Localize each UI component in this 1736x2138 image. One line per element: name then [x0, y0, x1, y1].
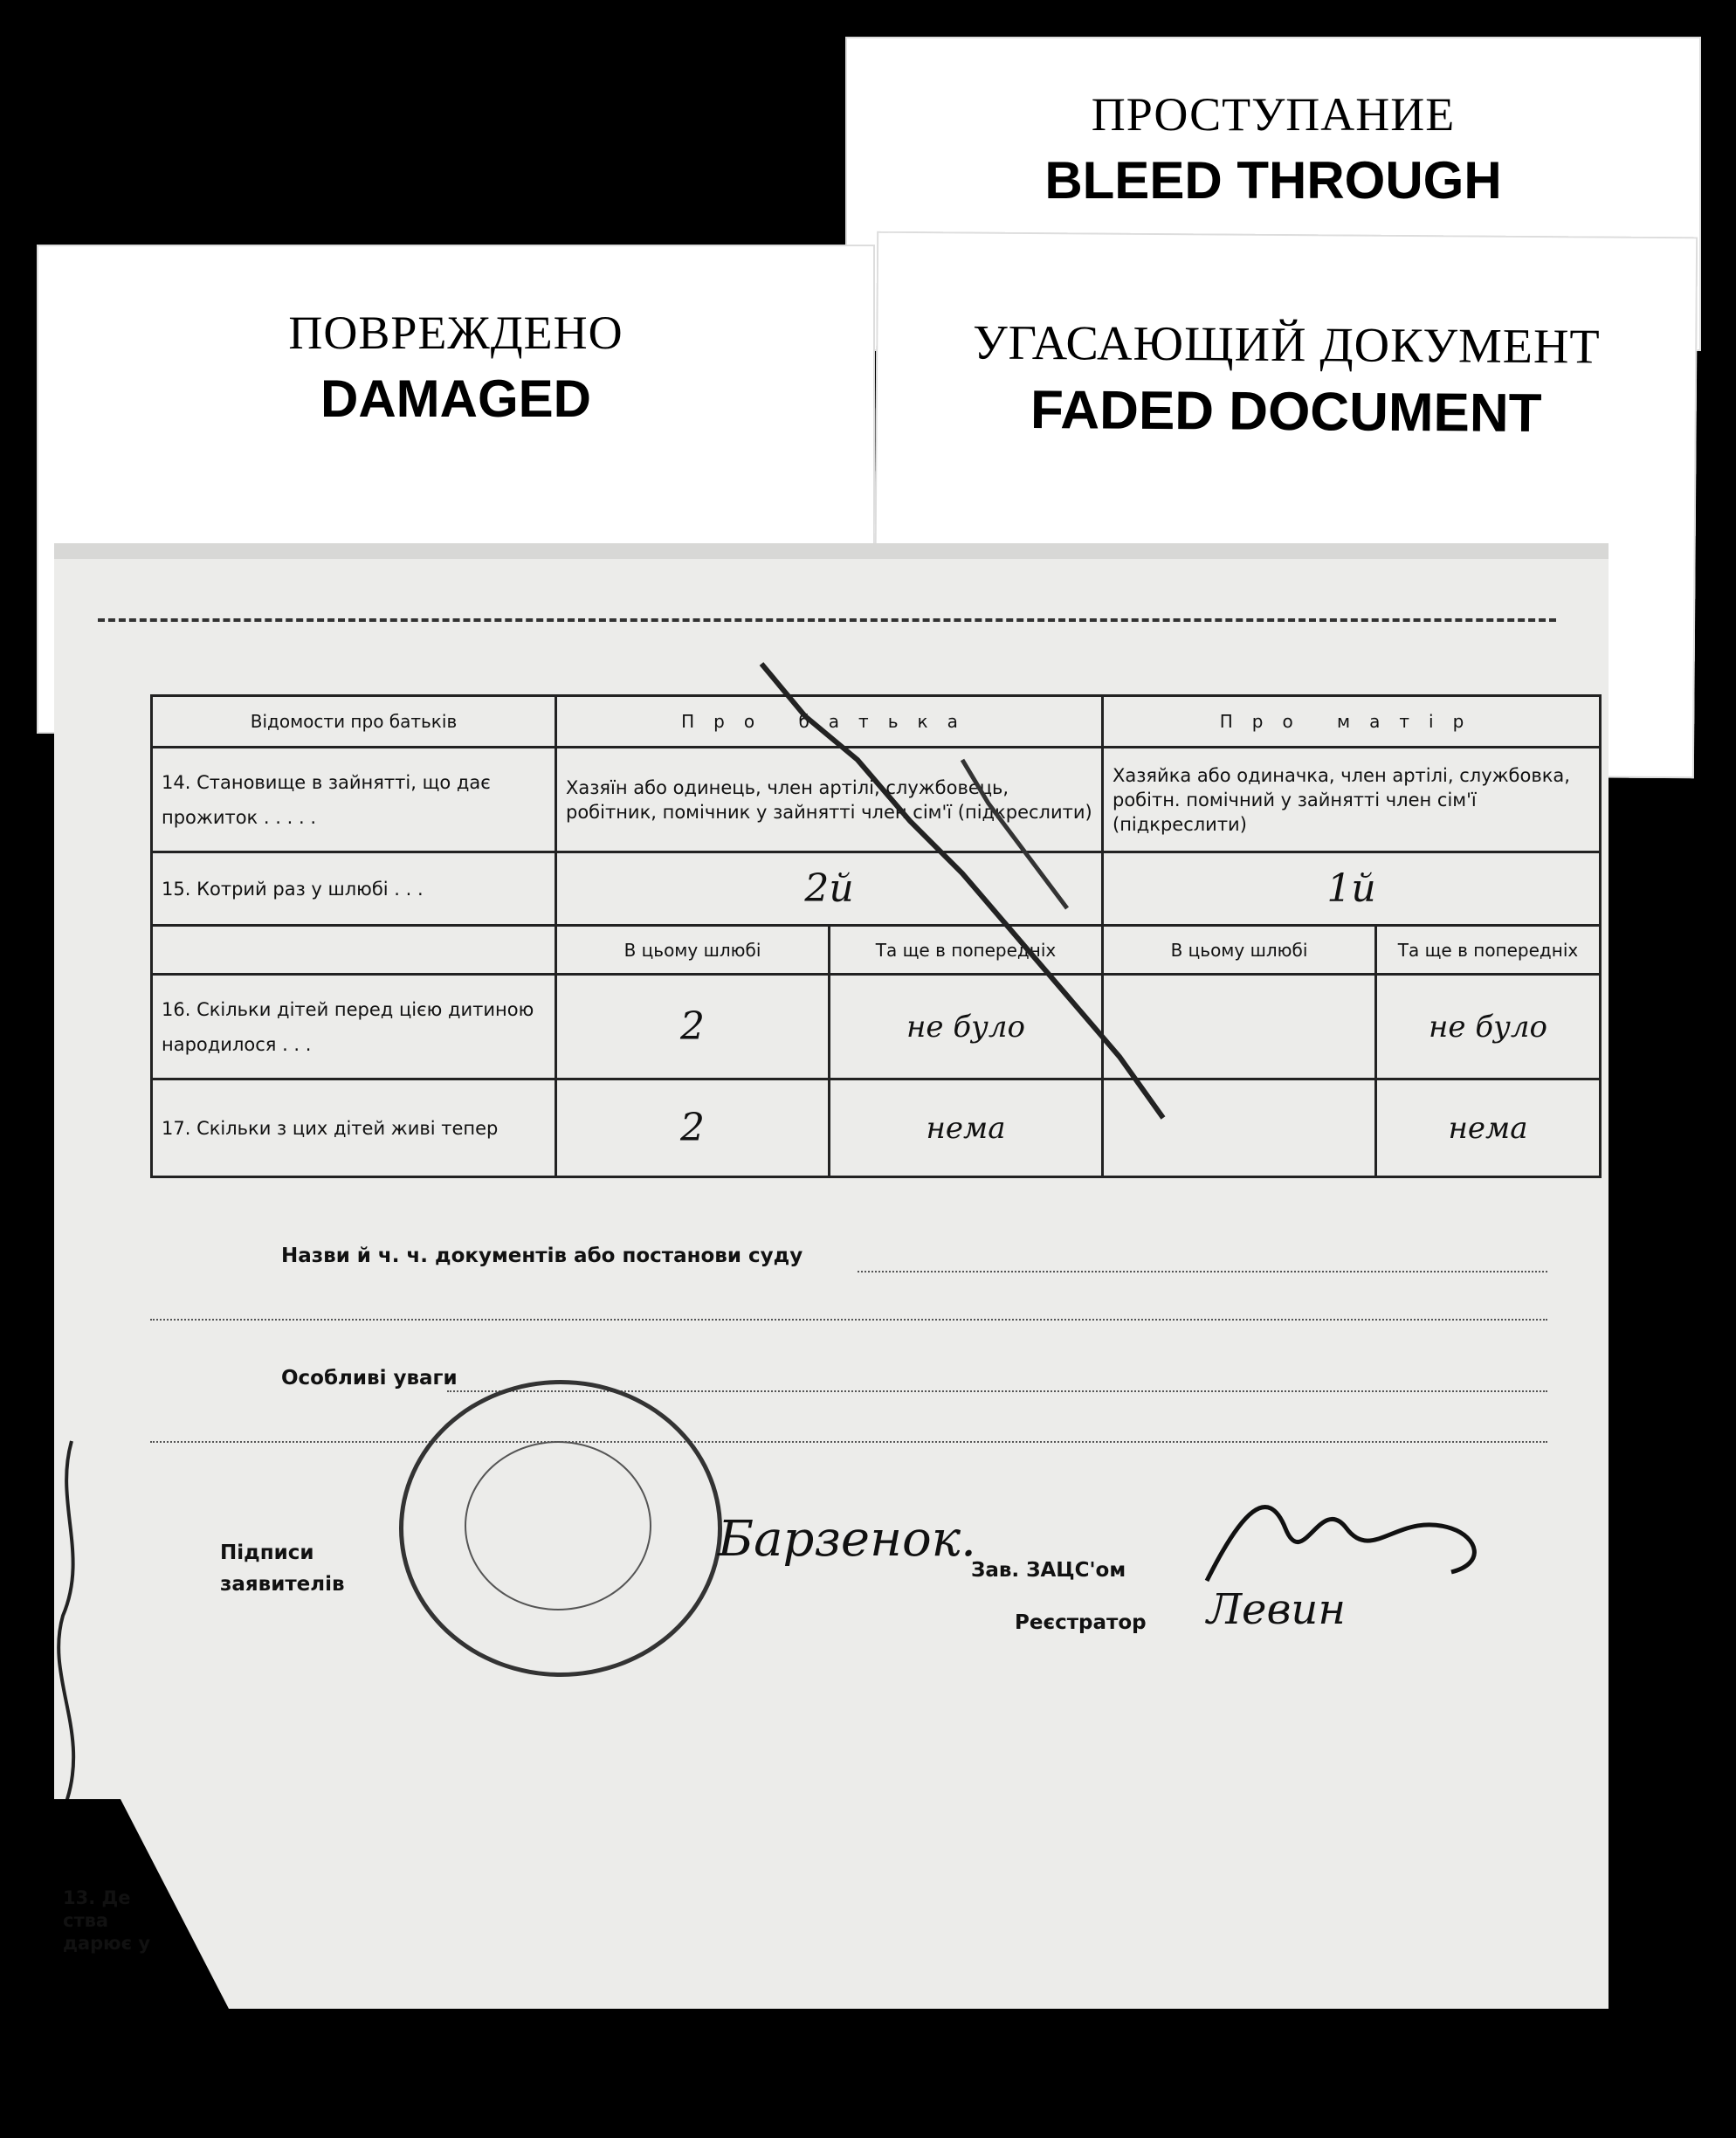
- documents-line: [858, 1271, 1547, 1272]
- notes-row: [150, 1367, 1556, 1390]
- signatures-label-2: заявителів: [220, 1573, 345, 1596]
- row16-father-this: 2: [556, 975, 830, 1079]
- documents-line-2: [150, 1319, 1547, 1321]
- row14-label: 14. Становище в зайнятті, що дає прожиток . . . . .: [152, 748, 556, 852]
- row17-mother-prev: нема: [1376, 1079, 1601, 1177]
- official-stamp: [399, 1380, 722, 1677]
- row16-mother-prev: не було: [1376, 975, 1601, 1079]
- bleed-through-ink: [753, 646, 1364, 1170]
- document-sheet: [54, 559, 1609, 2009]
- bottom-partial-3: дарює у: [63, 1933, 151, 1954]
- bottom-partial-2: ства: [63, 1910, 109, 1931]
- row14-father: Хазяїн або одинець, член артілі, службовець, робітник, помічник у зайнятті член сім'ї (підкреслити): [556, 748, 1103, 852]
- faded-document-en: FADED DOCUMENT: [1030, 379, 1542, 445]
- row15-label: 15. Котрий раз у шлюбі . . .: [152, 852, 556, 926]
- father-previous-head: Та ще в попередніх: [830, 926, 1103, 975]
- row14-mother: Хазяйка або одиначка, член артілі, службовка, робітн. помічний у зайнятті член сім'ї (підкреслити): [1103, 748, 1601, 852]
- row16-label: 16. Скільки дітей перед цією дитиною народилося . . .: [152, 975, 556, 1079]
- registrar-label: Реєстратор: [1015, 1611, 1147, 1634]
- head-signature-scrawl: [1189, 1476, 1504, 1598]
- documents-row: [150, 1245, 1556, 1267]
- notes-label: Особливі уваги: [281, 1367, 458, 1390]
- head-label: Зав. ЗАЦС'ом: [971, 1559, 1126, 1582]
- row17-father-prev: нема: [830, 1079, 1103, 1177]
- signatures-label-1: Підписи: [220, 1541, 314, 1564]
- row15-mother-value: 1й: [1103, 852, 1601, 926]
- damaged-ru: ПОВРЕЖДЕНО: [288, 307, 623, 359]
- bleed-through-ru: ПРОСТУПАНИЕ: [1091, 88, 1456, 141]
- registrar-signature: Левин: [1207, 1585, 1346, 1634]
- father-this-marriage-head: В цьому шлюбі: [556, 926, 830, 975]
- mother-header: Про матір: [1103, 696, 1601, 748]
- col-header: Відомости про батьків: [152, 696, 556, 748]
- row15-father-value: 2й: [556, 852, 1103, 926]
- father-signature: Барзенок.: [718, 1511, 976, 1568]
- tear-line: [98, 618, 1556, 622]
- subheader-empty: [152, 926, 556, 975]
- mother-previous-head: Та ще в попередніх: [1376, 926, 1601, 975]
- documents-label: Назви й ч. ч. документів або постанови суду: [281, 1245, 803, 1267]
- row16-father-prev: не було: [830, 975, 1103, 1079]
- father-header: Про батька: [556, 696, 1103, 748]
- faded-document-ru: УГАСАЮЩИЙ ДОКУМЕНТ: [972, 315, 1601, 375]
- row17-label: 17. Скільки з цих дітей живі тепер: [152, 1079, 556, 1177]
- row17-father-this: 2: [556, 1079, 830, 1177]
- bleed-through-en: BLEED THROUGH: [1044, 151, 1502, 210]
- bottom-partial-text: [63, 1886, 150, 1955]
- mother-this-marriage-head: В цьому шлюбі: [1103, 926, 1376, 975]
- damaged-en: DAMAGED: [320, 369, 591, 428]
- bottom-partial-1: 13. Де: [63, 1887, 131, 1908]
- notes-line-2: [150, 1441, 1547, 1443]
